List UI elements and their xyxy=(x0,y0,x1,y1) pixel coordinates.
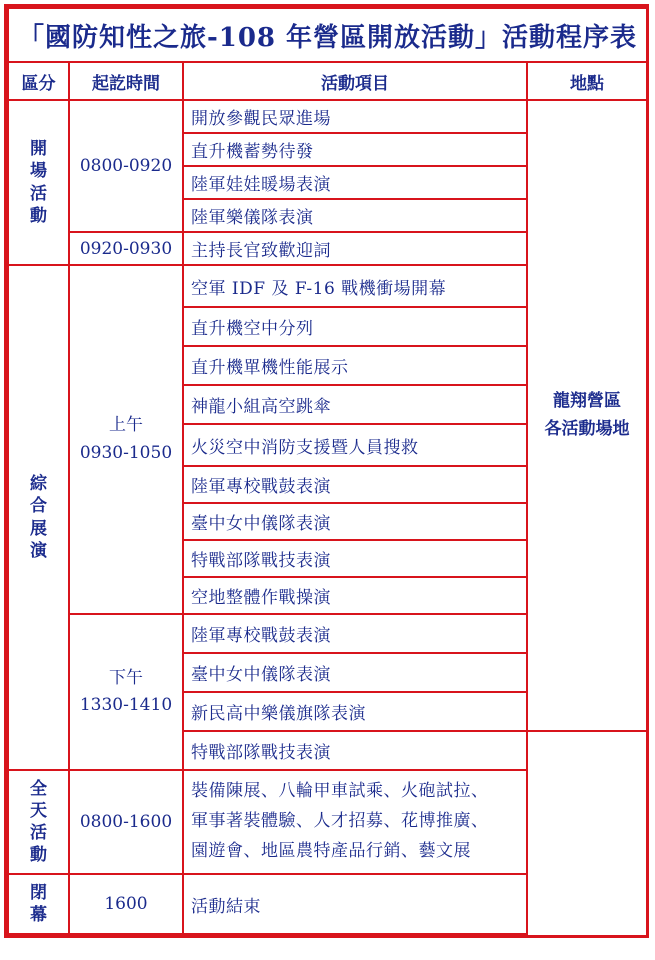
schedule-frame xyxy=(4,4,649,938)
activity-item: 陸軍樂儀隊表演 xyxy=(183,199,527,232)
activity-item: 火災空中消防支援暨人員搜救 xyxy=(183,424,527,466)
time-opening-2: 0920-0930 xyxy=(69,232,183,265)
activity-item: 直升機蓄勢待發 xyxy=(183,133,527,166)
activity-item: 臺中女中儀隊表演 xyxy=(183,503,527,540)
header-location: 地點 xyxy=(527,62,647,100)
area-closing xyxy=(8,874,69,934)
header-time: 起訖時間 xyxy=(69,62,183,100)
location-line-1: 龍翔營區 xyxy=(553,391,621,412)
header-area: 區分 xyxy=(8,62,69,100)
area-combined-label: 綜合展演 xyxy=(30,474,47,561)
activity-item: 陸軍娃娃暖場表演 xyxy=(183,166,527,199)
activity-item: 特戰部隊戰技表演 xyxy=(183,731,527,770)
activity-item: 新民高中樂儀旗隊表演 xyxy=(183,692,527,731)
table-row xyxy=(8,770,647,874)
time-pm xyxy=(69,614,183,770)
activity-item: 空地整體作戰操演 xyxy=(183,577,527,614)
activity-item: 活動結束 xyxy=(183,874,527,934)
area-closing-label: 閉幕 xyxy=(30,882,47,925)
am-time: 0930-1050 xyxy=(79,442,173,463)
header-item: 活動項目 xyxy=(183,62,527,100)
header-row xyxy=(8,62,647,100)
activity-item: 陸軍專校戰鼓表演 xyxy=(183,466,527,503)
schedule-table xyxy=(7,7,648,935)
area-opening xyxy=(8,100,69,265)
activity-item: 主持長官致歡迎詞 xyxy=(183,232,527,265)
pm-label: 下午 xyxy=(109,667,143,688)
activity-item: 神龍小組高空跳傘 xyxy=(183,385,527,424)
activity-item: 特戰部隊戰技表演 xyxy=(183,540,527,577)
allday-line-3: 園遊會、地區農特產品行銷、藝文展 xyxy=(191,840,471,861)
time-allday: 0800-1600 xyxy=(69,770,183,874)
activity-item: 陸軍專校戰鼓表演 xyxy=(183,614,527,653)
time-am xyxy=(69,265,183,614)
allday-line-1: 裝備陳展、八輪甲車試乘、火砲試拉、 xyxy=(191,781,489,802)
table-row xyxy=(8,100,647,133)
activity-item: 開放參觀民眾進場 xyxy=(183,100,527,133)
activity-item: 空軍 IDF 及 F-16 戰機衝場開幕 xyxy=(183,265,527,307)
activity-item: 直升機空中分列 xyxy=(183,307,527,346)
time-opening-1: 0800-0920 xyxy=(69,100,183,232)
location-cell xyxy=(527,100,647,731)
time-closing: 1600 xyxy=(69,874,183,934)
activity-item: 臺中女中儀隊表演 xyxy=(183,653,527,692)
table-row xyxy=(8,874,647,934)
location-line-2: 各活動場地 xyxy=(544,418,630,439)
am-label: 上午 xyxy=(109,415,143,436)
area-allday-label: 全天活動 xyxy=(30,778,47,866)
activity-item: 直升機單機性能展示 xyxy=(183,346,527,385)
area-opening-label: 開場活動 xyxy=(30,139,47,226)
page-title: 「國防知性之旅-108 年營區開放活動」活動程序表 xyxy=(8,8,647,62)
allday-line-2: 軍事著裝體驗、人才招募、花博推廣、 xyxy=(191,811,489,832)
pm-time: 1330-1410 xyxy=(79,695,173,715)
area-combined xyxy=(8,265,69,770)
allday-items xyxy=(183,770,527,874)
area-allday xyxy=(8,770,69,874)
